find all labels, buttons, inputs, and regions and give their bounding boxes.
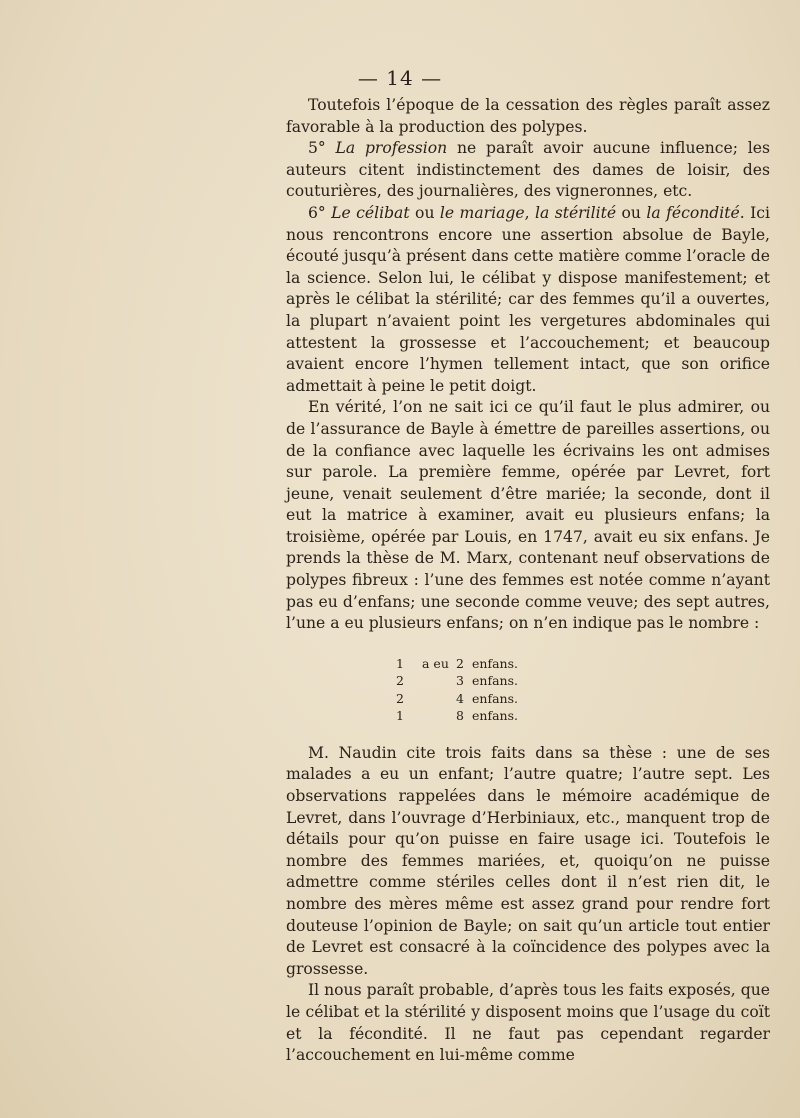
text-segment: ,: [524, 203, 535, 222]
count-val: 3: [456, 673, 464, 689]
italic-term: le mariage: [439, 203, 525, 222]
count-unit: enfans.: [472, 655, 518, 671]
count-unit: enfans.: [472, 708, 518, 724]
text-segment: Il nous paraît probable, d’après tous les faits exposés, que le célibat et la stérilité y disposent moins que l’usage du coït et la fécondité. Il ne faut pas cependant regarder l’accouchement en lui-même comme: [286, 981, 770, 1065]
count-unit: enfans.: [472, 673, 518, 689]
paragraphs-after-table: [286, 743, 770, 1067]
italic-term: La profession: [335, 139, 448, 158]
count-row: [396, 672, 770, 690]
text-segment: . Ici nous rencontrons encore une assertion absolue de Bayle, écouté jusqu’à présent dans cette matière comme l’oracle de la science. Selon lui, le célibat y dispose manifestement; et après le célibat la stérilité; car des femmes qu’il a ouvertes, la plupart n’avaient point les vergetures abdominales qui attestent la grossesse et l’accouchement; et beaucoup avaient encore l’hymen tellement intact, que son orifice admettait à peine le petit doigt.: [286, 203, 770, 395]
count-unit: enfans.: [472, 690, 518, 706]
paragraph-p6: [286, 980, 770, 1066]
italic-term: Le célibat: [331, 203, 410, 222]
count-val: 8: [456, 708, 464, 724]
count-aeu: [422, 672, 456, 690]
count-row: [396, 655, 770, 673]
text-segment: ou: [616, 203, 647, 222]
body-text: [286, 95, 770, 1067]
text-segment: ou: [409, 203, 440, 222]
text-segment: ne paraît avoir aucune influence; les auteurs citent indistinctement des dames de loisir, des couturières, des journalières, des vigneronnes, etc.: [286, 139, 770, 201]
text-segment: En vérité, l’on ne sait ici ce qu’il faut le plus admirer, ou de l’assurance de Bayle à émettre de pareilles assertions, ou de la confiance avec laquelle les écrivains les ont admises sur parole. La première femme, opérée par Levret, fort jeune, venait seulement d’être mariée; la seconde, dont il eut la matrice à examiner, avait eu plusieurs enfans; la troisième, opérée par Louis, en 1747, avait eu six enfans. Je prends la thèse de M. Marx, contenant neuf observations de polypes fibreux : l’une des femmes est notée comme n’ayant pas eu d’enfans; une seconde comme veuve; des sept autres, l’une a eu plusieurs enfans; on n’en indique pas le nombre :: [286, 398, 770, 633]
count-num: 2: [396, 673, 404, 689]
count-row: [396, 707, 770, 725]
paragraph-p3: [286, 203, 770, 397]
text-segment: M. Naudin cite trois faits dans sa thèse : une de ses malades a eu un enfant; l’autre quatre; l’autre sept. Les observations rappelées dans le mémoire académique de Levret, dans l’ouvrage d’Herbiniaux, etc., manquent trop de détails pour qu’on puisse en faire usage ici. Toutefois le nombre des femmes mariées, et, quoiqu’on ne puisse admettre comme stériles celles dont il n’est rien dit, le nombre des mères même est assez grand pour rendre fort douteuse l’opinion de Bayle; on sait qu’un article tout entier de Levret est consacré à la coïncidence des polypes avec la grossesse.: [286, 743, 770, 978]
text-segment: 5°: [308, 139, 336, 158]
italic-term: la fécondité: [646, 203, 740, 222]
count-aeu: [422, 690, 456, 708]
count-aeu: [422, 707, 456, 725]
count-val: 4: [456, 690, 464, 706]
count-num: 1: [396, 708, 404, 724]
paragraph-p1: [286, 95, 770, 138]
paragraphs-before-table: [286, 95, 770, 635]
paragraph-p2: [286, 138, 770, 203]
text-segment: 6°: [308, 203, 332, 222]
count-num: 2: [396, 690, 404, 706]
paragraph-p4: [286, 397, 770, 635]
count-row: [396, 690, 770, 708]
page-number: — 14 —: [357, 66, 443, 90]
count-num: 1: [396, 655, 404, 671]
text-segment: Toutefois l’époque de la cessation des règles paraît assez favorable à la production des polypes.: [286, 96, 770, 136]
count-aeu: a eu: [422, 655, 449, 671]
italic-term: la stérilité: [534, 203, 617, 222]
count-val: 2: [456, 655, 464, 671]
children-count-table: [286, 655, 770, 725]
paragraph-p5: [286, 743, 770, 981]
